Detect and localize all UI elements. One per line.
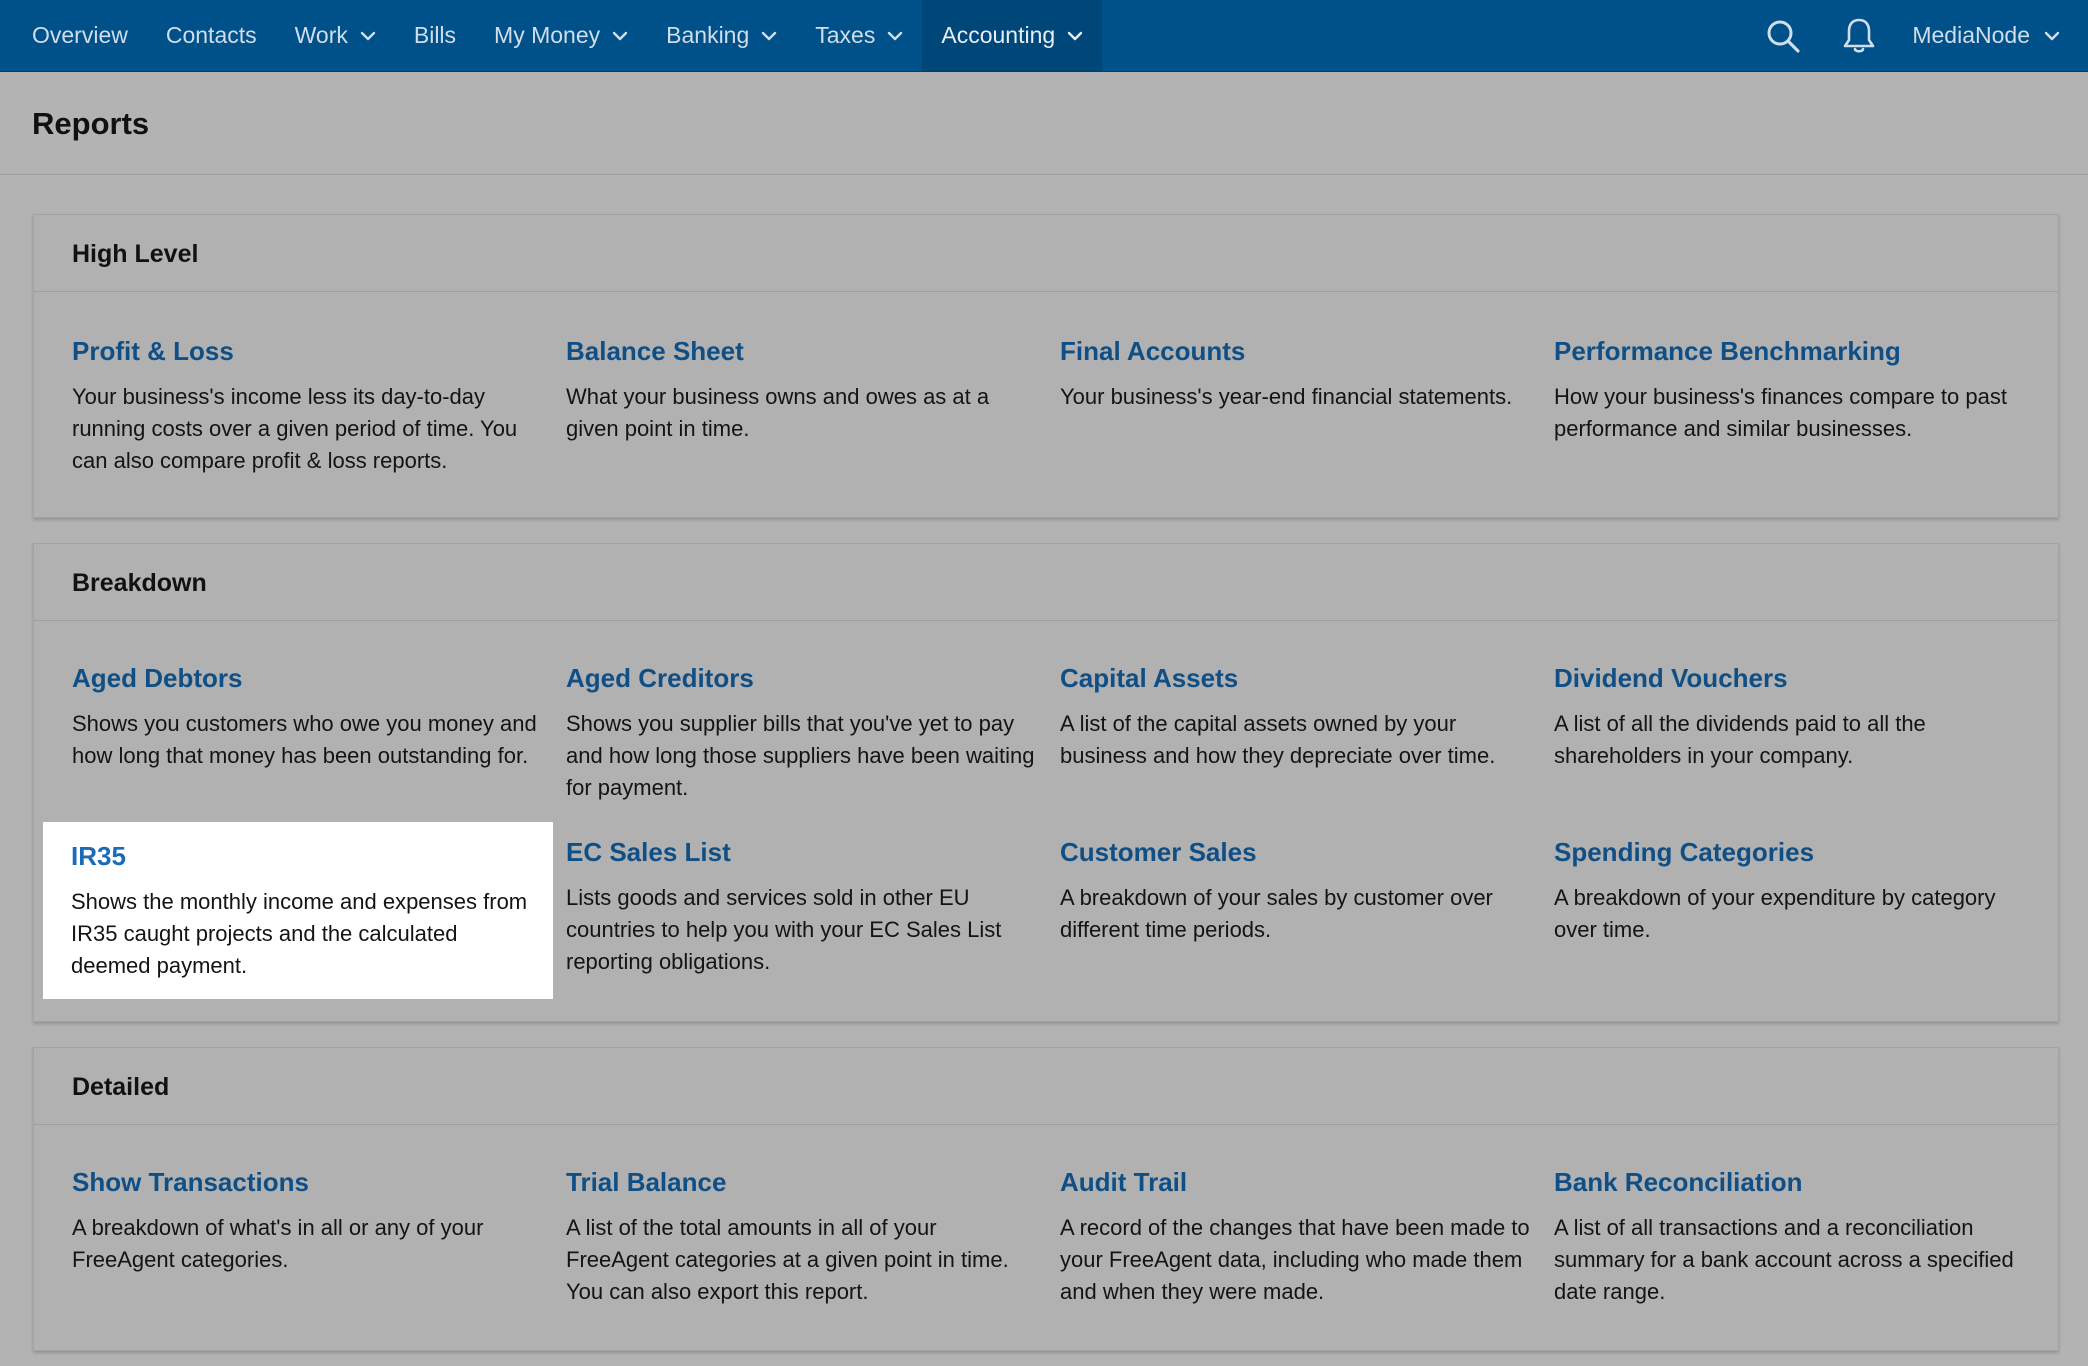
- report-description: Shows you customers who owe you money and how long that money has been outstanding for.: [72, 711, 537, 768]
- report-card: [1554, 836, 2028, 946]
- nav-taxes-label: Taxes: [815, 22, 876, 48]
- page-title: Reports: [32, 106, 150, 141]
- chevron-down-icon: [1067, 31, 1083, 41]
- chevron-down-icon: [761, 31, 777, 41]
- chevron-down-icon: [887, 31, 903, 41]
- report-card: [1060, 836, 1534, 946]
- report-card: [71, 840, 541, 982]
- report-link-balance-sheet[interactable]: Balance Sheet: [566, 336, 744, 366]
- report-card: [72, 335, 546, 477]
- report-description: Shows you supplier bills that you've yet to pay and how long those suppliers have been waiting for payment.: [566, 711, 1035, 800]
- report-card: [1060, 335, 1534, 413]
- report-link-profit-loss[interactable]: Profit & Loss: [72, 336, 234, 366]
- report-card: [566, 662, 1040, 804]
- nav-work-label: Work: [294, 22, 348, 48]
- section-header: [34, 1048, 2058, 1125]
- chevron-down-icon: [2044, 31, 2060, 41]
- nav-utilities: [1760, 0, 2088, 71]
- account-name: MediaNode: [1912, 22, 2030, 48]
- report-card: [72, 662, 546, 772]
- chevron-down-icon: [612, 31, 628, 41]
- report-description: How your business's finances compare to past performance and similar businesses.: [1554, 384, 2007, 441]
- nav-accounting[interactable]: [922, 0, 1102, 71]
- page-header: [0, 72, 2088, 175]
- report-description: A breakdown of your expenditure by category over time.: [1554, 885, 1996, 942]
- nav-bills-label: Bills: [413, 22, 457, 48]
- report-description: Shows the monthly income and expenses from IR35 caught projects and the calculated deemed payment.: [71, 889, 528, 978]
- section-heading: Detailed: [72, 1073, 170, 1101]
- nav-banking[interactable]: [647, 0, 796, 71]
- section-header: [34, 215, 2058, 292]
- report-card: [72, 1166, 546, 1276]
- account-menu[interactable]: [1912, 22, 2060, 49]
- report-description: A breakdown of what's in all or any of your FreeAgent categories.: [72, 1215, 484, 1272]
- nav-my-money[interactable]: [475, 0, 647, 71]
- report-description: A list of all the dividends paid to all the shareholders in your company.: [1554, 711, 1926, 768]
- report-description: Your business's income less its day-to-day running costs over a given period of time. You can also compare profit & loss reports.: [72, 384, 518, 473]
- chevron-down-icon: [360, 31, 376, 41]
- section-heading: High Level: [72, 240, 199, 268]
- report-link-ir35[interactable]: IR35: [71, 841, 126, 871]
- report-description: A list of the total amounts in all of your FreeAgent categories at a given point in time. You can also export this report.: [566, 1215, 1009, 1304]
- report-card: [1060, 1166, 1534, 1308]
- report-card: [566, 335, 1040, 445]
- nav-overview[interactable]: [13, 0, 147, 71]
- report-link-audit-trail[interactable]: Audit Trail: [1060, 1167, 1188, 1197]
- report-description: Your business's year-end financial statements.: [1060, 384, 1513, 409]
- report-card: [1554, 662, 2028, 772]
- main-menu: [0, 0, 1102, 71]
- report-description: A record of the changes that have been made to your FreeAgent data, including who made them and when they were made.: [1060, 1215, 1530, 1304]
- report-card: [566, 836, 1040, 978]
- nav-contacts[interactable]: [147, 0, 276, 71]
- nav-banking-label: Banking: [666, 22, 750, 48]
- report-link-show-transactions[interactable]: Show Transactions: [72, 1167, 309, 1197]
- nav-bills[interactable]: [395, 0, 475, 71]
- report-card: [1554, 1166, 2028, 1308]
- report-link-bank-reconciliation[interactable]: Bank Reconciliation: [1554, 1167, 1803, 1197]
- top-navigation: [0, 0, 2088, 72]
- report-link-performance-benchmarking[interactable]: Performance Benchmarking: [1554, 336, 1901, 366]
- report-description: Lists goods and services sold in other EU countries to help you with your EC Sales List reporting obligations.: [566, 885, 1002, 974]
- report-link-customer-sales[interactable]: Customer Sales: [1060, 837, 1257, 867]
- report-link-aged-creditors[interactable]: Aged Creditors: [566, 663, 754, 693]
- report-card: [566, 1166, 1040, 1308]
- section-high-level: [33, 214, 2059, 518]
- report-link-dividend-vouchers[interactable]: Dividend Vouchers: [1554, 663, 1788, 693]
- highlighted-report-card: [43, 822, 553, 999]
- report-link-ec-sales-list[interactable]: EC Sales List: [566, 837, 731, 867]
- section-header: [34, 544, 2058, 621]
- nav-my-money-label: My Money: [494, 22, 601, 48]
- report-description: A list of the capital assets owned by your business and how they depreciate over time.: [1060, 711, 1496, 768]
- report-link-capital-assets[interactable]: Capital Assets: [1060, 663, 1239, 693]
- report-link-aged-debtors[interactable]: Aged Debtors: [72, 663, 243, 693]
- report-description: A list of all transactions and a reconciliation summary for a bank account across a specified date range.: [1554, 1215, 2014, 1304]
- nav-taxes[interactable]: [796, 0, 922, 71]
- section-detailed: [33, 1047, 2059, 1351]
- nav-accounting-label: Accounting: [941, 22, 1056, 48]
- report-card: [1060, 662, 1534, 772]
- nav-work[interactable]: [276, 0, 395, 71]
- section-heading: Breakdown: [72, 569, 207, 597]
- report-link-final-accounts[interactable]: Final Accounts: [1060, 336, 1246, 366]
- report-card: [1554, 335, 2028, 445]
- nav-contacts-label: Contacts: [165, 22, 257, 48]
- report-link-spending-categories[interactable]: Spending Categories: [1554, 837, 1815, 867]
- report-link-trial-balance[interactable]: Trial Balance: [566, 1167, 727, 1197]
- nav-overview-label: Overview: [32, 22, 128, 48]
- bell-icon[interactable]: [1836, 13, 1882, 59]
- search-icon[interactable]: [1760, 13, 1806, 59]
- report-description: A breakdown of your sales by customer over different time periods.: [1060, 885, 1493, 942]
- report-description: What your business owns and owes as at a given point in time.: [566, 384, 990, 441]
